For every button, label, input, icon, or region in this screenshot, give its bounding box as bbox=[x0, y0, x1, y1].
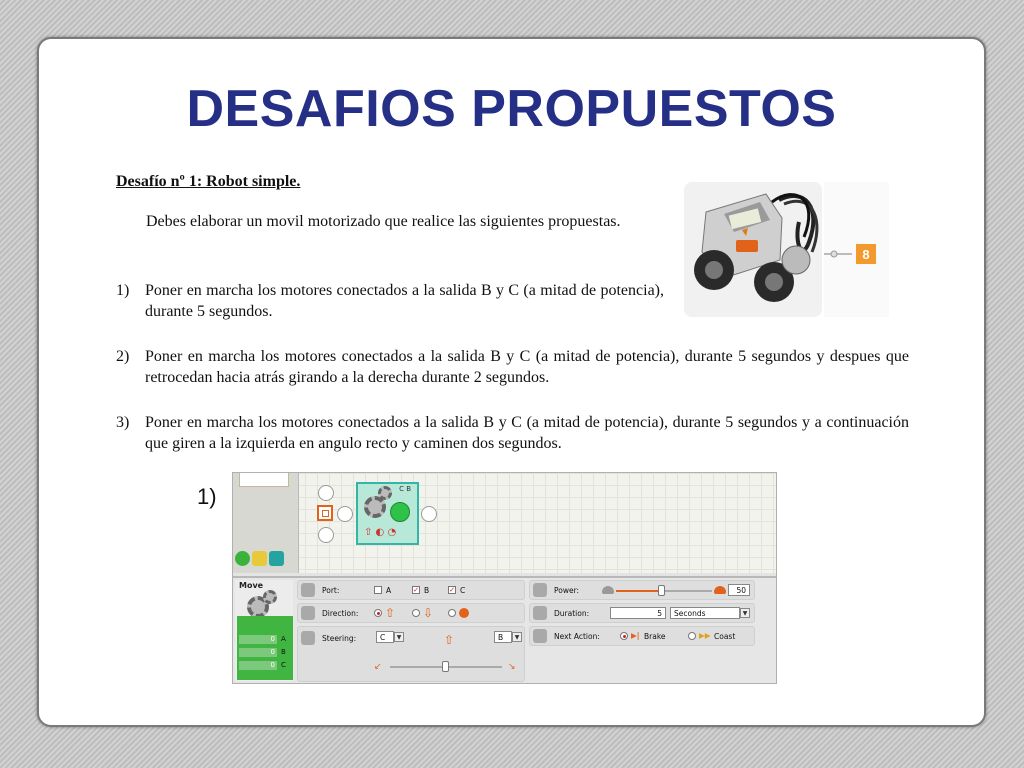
list-number: 3) bbox=[116, 414, 130, 431]
gear-icon bbox=[263, 590, 277, 604]
next-action-icon bbox=[533, 629, 547, 643]
power-row bbox=[529, 580, 755, 600]
palette-panel bbox=[233, 473, 299, 573]
start-point-icon[interactable] bbox=[317, 505, 333, 521]
gear-icon bbox=[378, 486, 392, 500]
steer-left-icon: ↙ bbox=[374, 662, 382, 672]
sequence-port-icon bbox=[318, 485, 334, 501]
intro-paragraph: Debes elaborar un movil motorizado que realice las siguientes propuestas. bbox=[146, 213, 621, 230]
port-row bbox=[297, 580, 525, 600]
chevron-down-icon[interactable]: ▼ bbox=[740, 608, 750, 618]
chevron-down-icon[interactable]: ▼ bbox=[512, 632, 522, 642]
port-b-checkbox[interactable]: ✓ bbox=[413, 586, 419, 594]
brake-label: Brake bbox=[644, 632, 666, 641]
list-number: 2) bbox=[116, 348, 130, 365]
coast-icon: ▶▶ bbox=[699, 631, 711, 640]
brake-radio[interactable] bbox=[620, 632, 628, 640]
move-block[interactable] bbox=[356, 482, 419, 545]
program-canvas bbox=[233, 473, 777, 573]
steering-row bbox=[297, 626, 525, 682]
arrow-up-icon: ⇧ bbox=[444, 633, 455, 647]
coast-radio[interactable] bbox=[688, 632, 696, 640]
power-slider-fill bbox=[616, 590, 660, 592]
motor-letter: A bbox=[281, 635, 286, 643]
stop-icon bbox=[459, 608, 469, 618]
port-b-label: B bbox=[424, 586, 430, 595]
motor-letter: B bbox=[281, 648, 286, 656]
direction-icon bbox=[301, 606, 315, 620]
duration-label: Duration: bbox=[554, 609, 590, 618]
nxt-software-screenshot bbox=[232, 472, 777, 684]
power-icon bbox=[533, 583, 547, 597]
port-label: Port: bbox=[322, 586, 340, 595]
move-title: Move bbox=[239, 581, 264, 590]
duration-unit-select[interactable]: Seconds bbox=[670, 607, 740, 619]
step-badge: 8 bbox=[862, 247, 870, 262]
power-slider-thumb[interactable] bbox=[658, 585, 665, 596]
duration-input[interactable]: 5 bbox=[610, 607, 666, 619]
coast-label: Coast bbox=[714, 632, 736, 641]
list-text: Poner en marcha los motores conectados a la salida B y C (a mitad de potencia), durante 5 segundos y a continuación que giren a la izquierda en angulo recto y caminen dos segundos. bbox=[145, 414, 909, 452]
motor-row bbox=[239, 661, 289, 671]
port-c-checkbox[interactable]: ✓ bbox=[449, 586, 455, 594]
list-number: 1) bbox=[116, 282, 130, 299]
slide-title: DESAFIOS PROPUESTOS bbox=[186, 80, 837, 138]
direction-row bbox=[297, 603, 525, 623]
steering-left-select[interactable]: C bbox=[376, 631, 394, 643]
brake-icon: ▶| bbox=[631, 631, 640, 640]
steering-right-select[interactable]: B bbox=[494, 631, 512, 643]
answer-label: 1) bbox=[197, 484, 217, 509]
steering-icon bbox=[301, 631, 315, 645]
motor-letter: C bbox=[281, 661, 286, 669]
steering-slider-thumb[interactable] bbox=[442, 661, 449, 672]
direction-label: Direction: bbox=[322, 609, 359, 618]
duration-row bbox=[529, 603, 755, 623]
motor-state-icon bbox=[390, 502, 410, 522]
sequence-port-icon bbox=[318, 527, 334, 543]
block-ports: C B bbox=[399, 485, 411, 493]
common-palette-icon[interactable] bbox=[235, 551, 250, 566]
chevron-down-icon[interactable]: ▼ bbox=[394, 632, 404, 642]
next-action-row bbox=[529, 626, 755, 646]
custom-palette-icon[interactable] bbox=[269, 551, 284, 566]
motor-row bbox=[239, 635, 289, 645]
config-panel bbox=[233, 576, 777, 684]
slow-icon bbox=[602, 586, 614, 594]
block-status-icons: ⇧ ◐ ◔ bbox=[364, 527, 397, 538]
challenge-heading: Desafío nº 1: Robot simple. bbox=[116, 173, 301, 190]
slide bbox=[37, 37, 986, 727]
list-text: Poner en marcha los motores conectados a la salida B y C (a mitad de potencia), durante 5 segundos y despues que retrocedan hacia atrás girando a la derecha durante 2 segundos. bbox=[145, 348, 909, 386]
steer-right-icon: ↘ bbox=[508, 662, 516, 672]
arrow-up-icon: ⇧ bbox=[385, 606, 396, 620]
motor-value: 0 bbox=[239, 661, 277, 670]
motor-row bbox=[239, 648, 289, 658]
motor-value: 0 bbox=[239, 648, 277, 657]
robot-image bbox=[684, 182, 889, 317]
port-a-label: A bbox=[386, 586, 392, 595]
power-label: Power: bbox=[554, 586, 580, 595]
port-c-label: C bbox=[460, 586, 466, 595]
direction-stop-radio[interactable] bbox=[448, 609, 456, 617]
sequence-port-icon bbox=[421, 506, 437, 522]
motor-value: 0 bbox=[239, 635, 277, 644]
steering-label: Steering: bbox=[322, 634, 357, 643]
palette-tab bbox=[239, 473, 289, 487]
next-action-label: Next Action: bbox=[554, 632, 600, 641]
port-icon bbox=[301, 583, 315, 597]
fast-icon bbox=[714, 586, 726, 594]
sequence-port-icon bbox=[337, 506, 353, 522]
list-text: Poner en marcha los motores conectados a la salida B y C (a mitad de potencia), durante 5 segundos. bbox=[145, 282, 664, 320]
move-block-summary bbox=[235, 580, 293, 681]
duration-icon bbox=[533, 606, 547, 620]
power-input[interactable]: 50 bbox=[728, 584, 750, 596]
direction-forward-radio[interactable] bbox=[374, 609, 382, 617]
direction-backward-radio[interactable] bbox=[412, 609, 420, 617]
complete-palette-icon[interactable] bbox=[252, 551, 267, 566]
port-a-checkbox[interactable] bbox=[374, 586, 382, 594]
arrow-down-icon: ⇩ bbox=[423, 606, 434, 620]
